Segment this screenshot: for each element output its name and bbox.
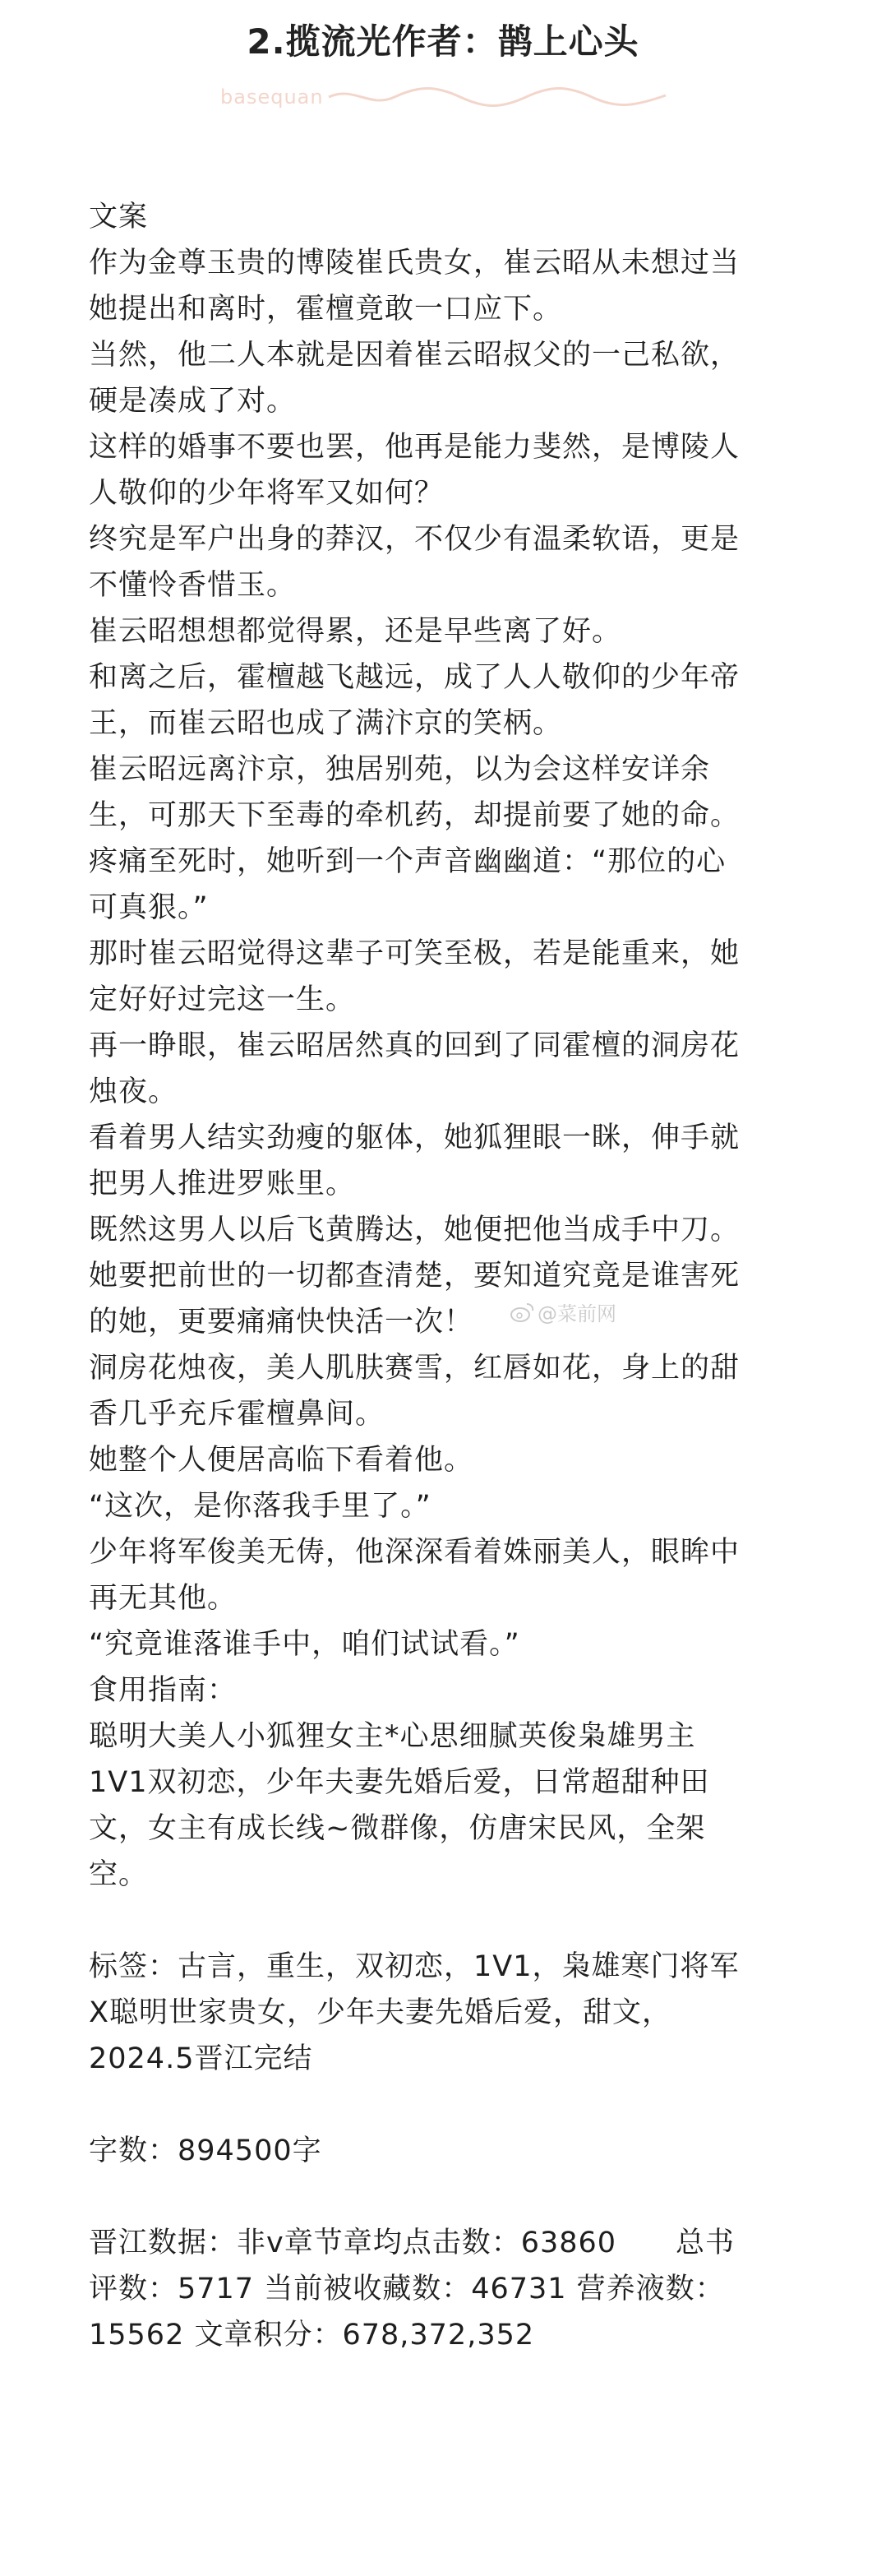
text-line: 她要把前世的一切都查清楚，要知道究竟是谁害死 xyxy=(89,1260,741,1293)
text-line: 1V1双初恋，少年夫妻先婚后爱，日常超甜种田 xyxy=(89,1766,710,1799)
text-line: 空。 xyxy=(89,1858,149,1891)
text-line: 那时崔云昭觉得这辈子可笑至极，若是能重来，她 xyxy=(89,937,741,970)
text-line: 15562 文章积分：678,372,352 xyxy=(89,2319,535,2352)
text-line: 的她，更要痛痛快快活一次！ xyxy=(89,1306,474,1339)
text-line: 洞房花烛夜，美人肌肤赛雪，红唇如花，身上的甜 xyxy=(89,1352,741,1385)
text-line: 作为金尊玉贵的博陵崔氏贵女，崔云昭从未想过当 xyxy=(89,247,741,280)
watermark xyxy=(510,1297,616,1326)
text-line: 不懂怜香惜玉。 xyxy=(89,569,297,602)
text-line xyxy=(89,2174,812,2220)
text-line: 晋江数据：非v章节章均点击数：63860 总书 xyxy=(89,2227,736,2259)
text-line: 硬是凑成了对。 xyxy=(89,385,297,418)
text-line: 可真狠。” xyxy=(89,891,209,924)
text-line: 崔云昭想想都觉得累，还是早些离了好。 xyxy=(89,615,622,648)
text-line: 2024.5晋江完结 xyxy=(89,2042,313,2075)
text-line: 生，可那天下至毒的牵机药，却提前要了她的命。 xyxy=(89,799,741,832)
text-line: 人敬仰的少年将军又如何？ xyxy=(89,477,445,510)
header xyxy=(0,0,886,132)
page-title: 2.揽流光作者：鹊上心头 xyxy=(247,21,639,62)
text-line: 文案 xyxy=(89,201,149,234)
text-line: 把男人推进罗账里。 xyxy=(89,1168,356,1200)
article-body xyxy=(89,194,812,2358)
text-line: 看着男人结实劲瘦的躯体，她狐狸眼一眯，伸手就 xyxy=(89,1122,741,1154)
text-line: 少年将军俊美无俦，他深深看着姝丽美人，眼眸中 xyxy=(89,1536,741,1569)
text-line xyxy=(89,2082,812,2128)
text-line: 这样的婚事不要也罢，他再是能力斐然，是博陵人 xyxy=(89,431,741,464)
text-line: 聪明大美人小狐狸女主*心思细腻英俊枭雄男主 xyxy=(89,1720,696,1753)
text-line: 烛夜。 xyxy=(89,1075,178,1108)
text-line: 疼痛至死时，她听到一个声音幽幽道：“那位的心 xyxy=(89,845,727,878)
text-line: 崔云昭远离汴京，独居别苑，以为会这样安详余 xyxy=(89,753,711,786)
text-line: 标签：古言，重生，双初恋，1V1，枭雄寒门将军 xyxy=(89,1950,740,1983)
text-line: X聪明世家贵女，少年夫妻先婚后爱，甜文， xyxy=(89,1996,671,2029)
weibo-icon xyxy=(510,1302,534,1323)
text-line xyxy=(89,1898,812,1944)
text-line: 香几乎充斥霍檀鼻间。 xyxy=(89,1398,385,1431)
text-line: 当然，他二人本就是因着崔云昭叔父的一己私欲， xyxy=(89,339,741,372)
text-line: 字数：894500字 xyxy=(89,2134,322,2167)
text-line: 定好好过完这一生。 xyxy=(89,983,356,1016)
text-line: 她提出和离时，霍檀竟敢一口应下。 xyxy=(89,293,563,326)
text-line: 评数：5717 当前被收藏数：46731 营养液数： xyxy=(89,2273,725,2305)
text-line: 再一睁眼，崔云昭居然真的回到了同霍檀的洞房花 xyxy=(89,1029,741,1062)
text-line: 和离之后，霍檀越飞越远，成了人人敬仰的少年帝 xyxy=(89,661,741,694)
text-line: 王，而崔云昭也成了满汴京的笑柄。 xyxy=(89,707,563,740)
text-line: 食用指南： xyxy=(89,1674,238,1707)
text-line: 终究是军户出身的莽汉，不仅少有温柔软语，更是 xyxy=(89,523,741,556)
watermark-text: @菜前网 xyxy=(538,1302,616,1325)
text-line: “这次，是你落我手里了。” xyxy=(89,1490,431,1523)
text-line: 她整个人便居高临下看着他。 xyxy=(89,1444,474,1477)
decorative-text: basequan xyxy=(220,86,324,109)
text-line: 既然这男人以后飞黄腾达，她便把他当成手中刀。 xyxy=(89,1214,741,1246)
text-line: 文，女主有成长线~微群像，仿唐宋民风，全架 xyxy=(89,1812,706,1845)
text-line: “究竟谁落谁手中，咱们试试看。” xyxy=(89,1628,520,1661)
text-line: 再无其他。 xyxy=(89,1582,238,1615)
